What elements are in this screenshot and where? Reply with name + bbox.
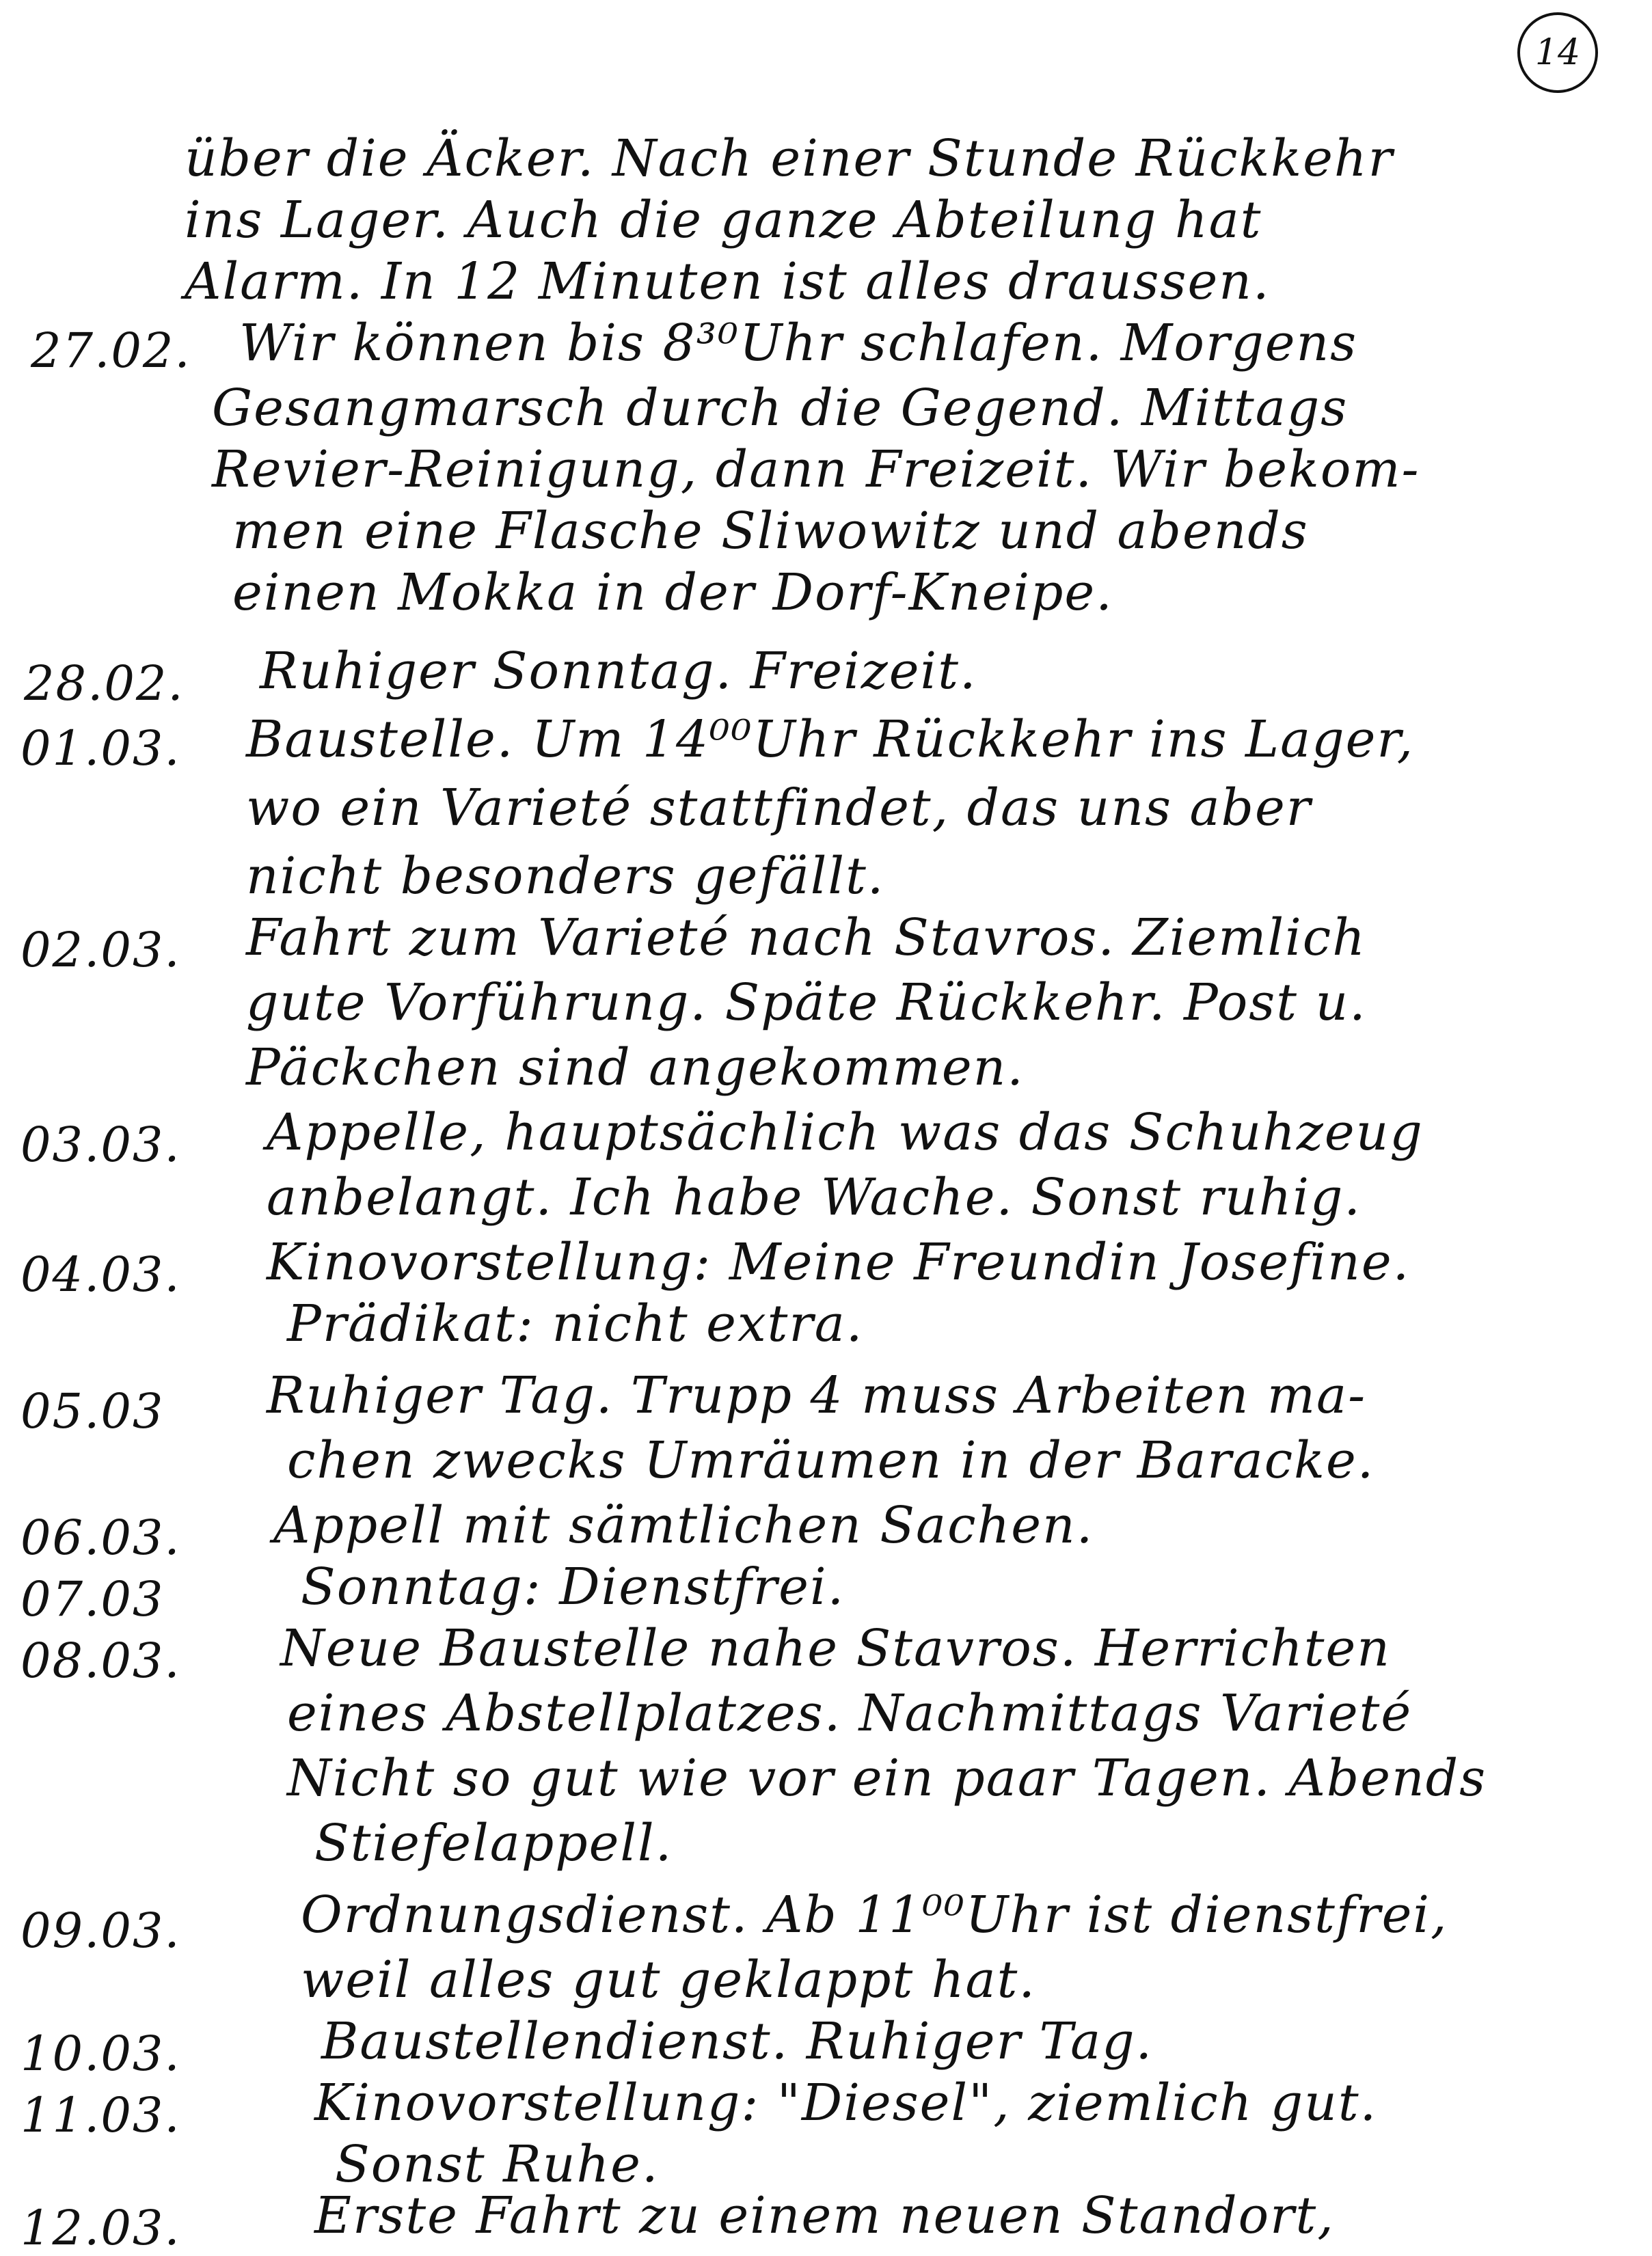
diary-line: Nicht so gut wie vor ein paar Tagen. Abends: [287, 1749, 1487, 1808]
entry-date: 28.02.: [24, 655, 185, 711]
diary-line: anbelangt. Ich habe Wache. Sonst ruhig.: [267, 1168, 1362, 1227]
entry-date: 09.03.: [21, 1903, 181, 1959]
entry-date: 07.03: [21, 1571, 165, 1627]
diary-line: Päckchen sind angekommen.: [246, 1038, 1025, 1097]
diary-line: Ordnungsdienst. Ab 11⁰⁰Uhr ist dienstfrei,: [301, 1886, 1448, 1944]
diary-line: Gesangmarsch durch die Gegend. Mittags: [212, 379, 1349, 437]
entry-date: 02.03.: [21, 922, 181, 978]
diary-line: wo ein Varieté stattfindet, das uns aber: [246, 778, 1312, 837]
diary-line: eines Abstellplatzes. Nachmittags Varieté: [287, 1684, 1413, 1743]
diary-line: Neue Baustelle nahe Stavros. Herrichten: [280, 1619, 1391, 1678]
entry-date: 10.03.: [21, 2026, 181, 2082]
diary-line: ins Lager. Auch die ganze Abteilung hat: [185, 191, 1262, 249]
diary-line: über die Äcker. Nach einer Stunde Rückkehr: [185, 129, 1394, 188]
diary-line: Baustellendienst. Ruhiger Tag.: [321, 2012, 1154, 2071]
diary-line: Wir können bis 8³⁰Uhr schlafen. Morgens: [239, 314, 1358, 372]
entry-date: 08.03.: [21, 1633, 181, 1689]
diary-line: Appelle, hauptsächlich was das Schuhzeug: [267, 1103, 1424, 1162]
diary-line: Alarm. In 12 Minuten ist alles draussen.: [185, 252, 1271, 311]
entry-date: 27.02.: [31, 323, 191, 379]
diary-line: Fahrt zum Varieté nach Stavros. Ziemlich: [246, 908, 1366, 967]
entry-date: 11.03.: [21, 2087, 181, 2143]
diary-line: Revier-Reinigung, dann Freizeit. Wir bekom-: [212, 440, 1420, 499]
entry-date: 01.03.: [21, 720, 181, 776]
diary-line: Sonntag: Dienstfrei.: [301, 1558, 845, 1616]
entry-date: 04.03.: [21, 1247, 181, 1303]
diary-line: Stiefelappell.: [314, 1814, 673, 1873]
diary-line: Ruhiger Tag. Trupp 4 muss Arbeiten ma-: [267, 1366, 1367, 1425]
diary-line: Ruhiger Sonntag. Freizeit.: [260, 642, 977, 701]
diary-line: weil alles gut geklappt hat.: [301, 1951, 1036, 2009]
diary-line: einen Mokka in der Dorf-Kneipe.: [232, 563, 1113, 622]
diary-line: Sonst Ruhe.: [335, 2135, 660, 2194]
entry-date: 06.03.: [21, 1510, 181, 1566]
diary-line: men eine Flasche Sliwowitz und abends: [232, 502, 1309, 560]
entry-date: 12.03.: [21, 2200, 181, 2256]
diary-line: Kinovorstellung: "Diesel", ziemlich gut.: [314, 2074, 1378, 2132]
diary-line: nicht besonders gefällt.: [246, 847, 885, 906]
diary-line: Baustelle. Um 14⁰⁰Uhr Rückkehr ins Lager,: [246, 710, 1415, 769]
diary-line: gute Vorführung. Späte Rückkehr. Post u.: [246, 973, 1367, 1032]
diary-line: Kinovorstellung: Meine Freundin Josefine.: [267, 1233, 1411, 1292]
diary-line: chen zwecks Umräumen in der Baracke.: [287, 1431, 1375, 1490]
entry-date: 03.03.: [21, 1117, 181, 1173]
diary-line: Erste Fahrt zu einem neuen Standort,: [314, 2186, 1335, 2245]
diary-line: Appell mit sämtlichen Sachen.: [273, 1496, 1094, 1555]
page-number: 14: [1517, 12, 1598, 93]
entry-date: 05.03: [21, 1383, 165, 1439]
diary-line: Prädikat: nicht extra.: [287, 1294, 864, 1353]
